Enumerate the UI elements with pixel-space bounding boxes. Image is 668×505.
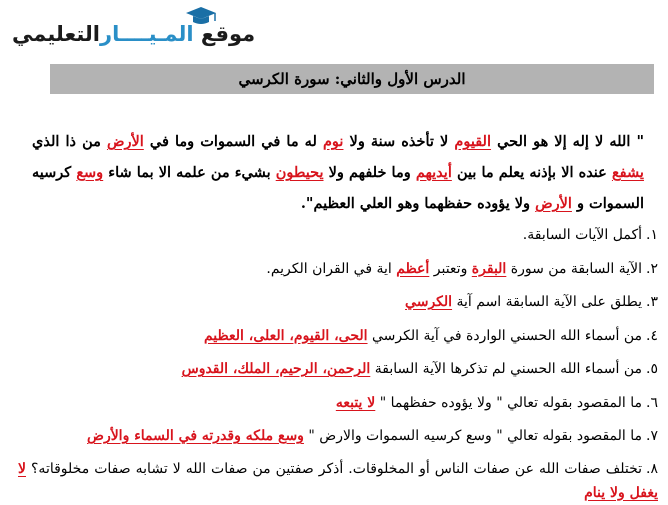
verse-highlight: القيوم [454, 133, 492, 150]
verse-text: بشيء من علمه الا بما شاء [103, 164, 276, 181]
question-text: يطلق على الآية السابقة اسم آية [452, 294, 643, 310]
question-item [18, 323, 658, 357]
question-number: ٨. [646, 460, 658, 477]
answer-text: أعظم [396, 260, 430, 277]
question-number: ٦. [646, 394, 658, 411]
verse-highlight: الأرض [535, 195, 572, 212]
question-number: ٥. [646, 361, 658, 377]
verse-text: لا تأخذه سنة ولا [343, 133, 455, 150]
logo-word-1: موقع [193, 22, 256, 46]
lesson-title-bar [50, 64, 654, 94]
question-item [18, 222, 658, 256]
verse-highlight: يحيطون [275, 164, 324, 181]
question-text: الآية السابقة من سورة [506, 260, 643, 277]
logo-word-3: التعليمي [12, 22, 100, 46]
question-item [18, 289, 658, 323]
question-text: من أسماء الله الحسني لم تذكرها الآية السابقة [370, 361, 643, 377]
verse-paragraph [32, 126, 644, 219]
question-text: تختلف صفات الله عن صفات الناس أو المخلوقات. أذكر صفتين من صفات الله لا تشابه صفات مخلوقاته؟ [25, 460, 643, 477]
question-text: اية في القران الكريم. [266, 260, 397, 277]
answer-text: الحى، القيوم، العلى، العظيم [203, 327, 368, 344]
verse-highlight: يشفع [611, 164, 644, 181]
verse-text: وما خلفهم ولا [323, 164, 416, 181]
verse-text: ولا يؤوده حفظهما وهو العلي العظيم". [300, 195, 536, 212]
lesson-title: الدرس الأول والثاني: سورة الكرسي [238, 70, 466, 88]
logo-word-2: المـيــــار [99, 22, 194, 46]
logo-text [12, 22, 255, 46]
verse-highlight: أيديهم [415, 164, 452, 181]
site-logo[interactable] [12, 4, 257, 54]
answer-text: الكرسي [405, 294, 453, 310]
answer-text: لا يغفل ولا ينام [18, 460, 658, 501]
verse-text: من ذا الذي [32, 133, 107, 150]
question-number: ٢. [646, 260, 658, 277]
answer-text: البقرة [471, 260, 507, 277]
question-item [18, 457, 658, 505]
question-item [18, 423, 658, 457]
question-number: ٣. [646, 294, 658, 310]
question-number: ١. [646, 227, 658, 243]
question-item [18, 356, 658, 390]
question-text: ما المقصود بقوله تعالي " ولا يؤوده حفظهما " [375, 394, 643, 411]
question-text: وتعتبر [429, 260, 472, 277]
verse-text: له ما في السموات وما في [143, 133, 323, 150]
question-list [18, 222, 658, 505]
question-text: أكمل الآيات السابقة. [522, 227, 643, 243]
verse-highlight: الأرض [106, 133, 144, 150]
answer-text: الرحمن، الرحيم، الملك، القدوس [181, 361, 371, 377]
question-item [18, 390, 658, 424]
question-item [18, 256, 658, 290]
verse-text: عنده الا بإذنه يعلم ما بين [451, 164, 612, 181]
verse-highlight: نوم [322, 133, 344, 150]
question-text: من أسماء الله الحسني الواردة في آية الكرسي [367, 327, 643, 344]
verse-text: " الله لا إله إلا هو الحي [491, 133, 645, 150]
answer-text: وسع ملكه وقدرته في السماء والأرض [87, 428, 304, 444]
question-number: ٤. [646, 327, 658, 344]
verse-text: كرسيه السموات و [32, 164, 644, 212]
verse-highlight: وسع [76, 164, 104, 181]
answer-text: لا يتبعه [335, 394, 376, 411]
question-number: ٧. [646, 428, 658, 444]
question-text: ما المقصود بقوله تعالي " وسع كرسيه السموات والارض " [303, 428, 643, 444]
